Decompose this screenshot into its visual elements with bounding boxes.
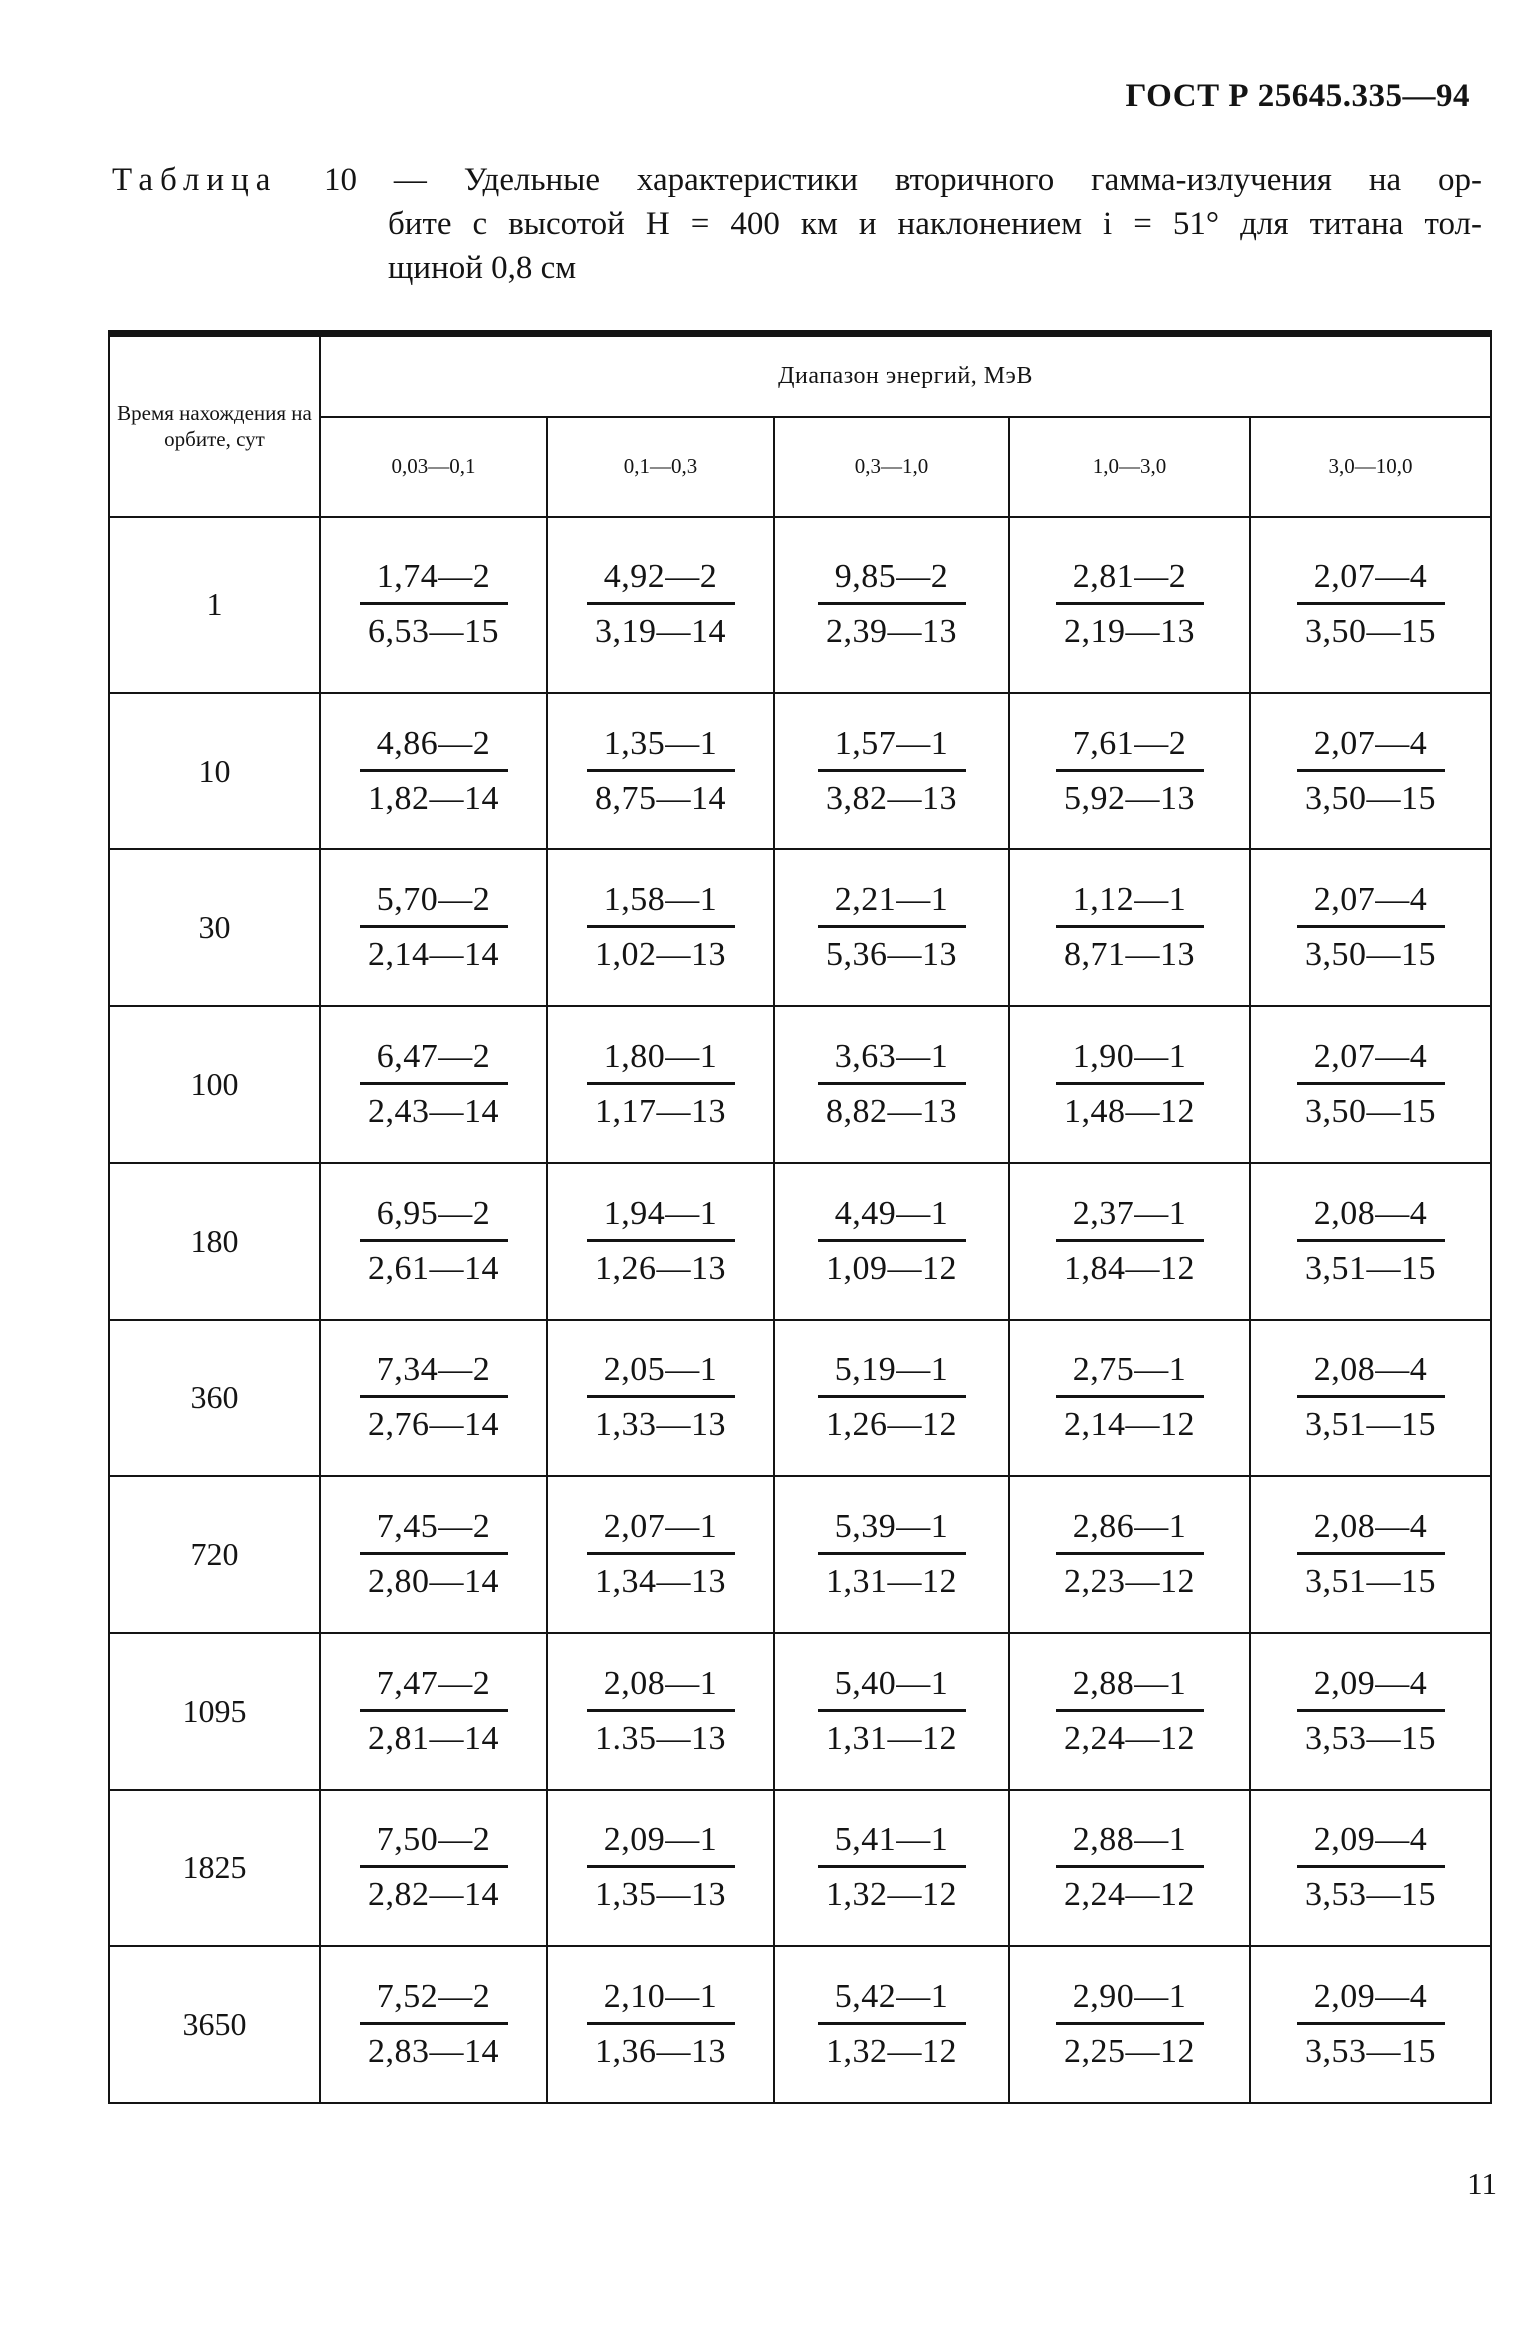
fraction-value bbox=[321, 1978, 546, 2071]
value-cell bbox=[547, 849, 774, 1006]
fraction-denominator: 1,26—12 bbox=[826, 1406, 957, 1444]
fraction-value bbox=[775, 1195, 1008, 1288]
fraction-numerator: 5,42—1 bbox=[818, 1978, 966, 2025]
value-cell bbox=[320, 517, 547, 693]
fraction-value bbox=[775, 881, 1008, 974]
fraction-numerator: 1,80—1 bbox=[587, 1038, 735, 1085]
fraction-value bbox=[1010, 881, 1249, 974]
fraction-numerator: 2,86—1 bbox=[1056, 1508, 1204, 1555]
fraction-value bbox=[775, 1038, 1008, 1131]
fraction-denominator: 3,53—15 bbox=[1305, 1876, 1436, 1914]
caption-line-1 bbox=[112, 158, 1482, 202]
value-cell bbox=[774, 517, 1009, 693]
fraction-value bbox=[321, 1195, 546, 1288]
fraction-numerator: 4,92—2 bbox=[587, 558, 735, 605]
fraction-value bbox=[548, 1821, 773, 1914]
fraction-numerator: 2,81—2 bbox=[1056, 558, 1204, 605]
value-cell bbox=[774, 849, 1009, 1006]
value-cell bbox=[320, 1006, 547, 1163]
fraction-value bbox=[1010, 1821, 1249, 1914]
fraction-value bbox=[1251, 1351, 1490, 1444]
caption-label: Таблица bbox=[112, 162, 278, 198]
fraction-value bbox=[1251, 1195, 1490, 1288]
fraction-denominator: 8,75—14 bbox=[595, 779, 726, 817]
fraction-numerator: 2,07—4 bbox=[1297, 1038, 1445, 1085]
fraction-value bbox=[775, 725, 1008, 818]
fraction-denominator: 3,53—15 bbox=[1305, 1719, 1436, 1757]
fraction-denominator: 1,09—12 bbox=[826, 1249, 957, 1287]
fraction-denominator: 1,26—13 bbox=[595, 1249, 726, 1287]
fraction-numerator: 2,08—1 bbox=[587, 1665, 735, 1712]
value-cell bbox=[1009, 1006, 1250, 1163]
fraction-value bbox=[1251, 1038, 1490, 1131]
fraction-numerator: 5,40—1 bbox=[818, 1665, 966, 1712]
value-cell bbox=[1009, 517, 1250, 693]
value-cell bbox=[774, 1633, 1009, 1790]
days-cell: 360 bbox=[109, 1320, 320, 1477]
days-cell: 1095 bbox=[109, 1633, 320, 1790]
fraction-denominator: 2,61—14 bbox=[368, 1249, 499, 1287]
fraction-value bbox=[548, 1508, 773, 1601]
fraction-numerator: 5,41—1 bbox=[818, 1821, 966, 1868]
fraction-denominator: 2,25—12 bbox=[1064, 2033, 1195, 2071]
value-cell bbox=[547, 1163, 774, 1320]
fraction-denominator: 1,33—13 bbox=[595, 1406, 726, 1444]
energy-range-header: 0,1—0,3 bbox=[547, 417, 774, 517]
fraction-denominator: 2,23—12 bbox=[1064, 1563, 1195, 1601]
fraction-value bbox=[775, 1508, 1008, 1601]
value-cell bbox=[1009, 1946, 1250, 2103]
days-cell: 1 bbox=[109, 517, 320, 693]
fraction-denominator: 1,32—12 bbox=[826, 2033, 957, 2071]
fraction-denominator: 2,24—12 bbox=[1064, 1876, 1195, 1914]
fraction-numerator: 7,34—2 bbox=[360, 1351, 508, 1398]
table-header bbox=[109, 334, 1491, 517]
value-cell bbox=[1009, 1163, 1250, 1320]
value-cell bbox=[1250, 1476, 1491, 1633]
value-cell bbox=[547, 1790, 774, 1947]
standard-code: ГОСТ Р 25645.335—94 bbox=[1125, 78, 1470, 114]
fraction-numerator: 7,45—2 bbox=[360, 1508, 508, 1555]
fraction-value bbox=[1010, 1195, 1249, 1288]
days-cell: 720 bbox=[109, 1476, 320, 1633]
fraction-denominator: 5,92—13 bbox=[1064, 779, 1195, 817]
table-row bbox=[109, 693, 1491, 850]
fraction-value bbox=[1010, 1351, 1249, 1444]
days-cell: 3650 bbox=[109, 1946, 320, 2103]
fraction-value bbox=[321, 558, 546, 651]
fraction-value bbox=[548, 881, 773, 974]
fraction-denominator: 1,02—13 bbox=[595, 936, 726, 974]
table-row bbox=[109, 1946, 1491, 2103]
value-cell bbox=[1009, 1320, 1250, 1477]
fraction-numerator: 2,09—1 bbox=[587, 1821, 735, 1868]
fraction-value bbox=[321, 1821, 546, 1914]
page-number: 11 bbox=[1467, 2166, 1497, 2201]
value-cell bbox=[1250, 1163, 1491, 1320]
value-cell bbox=[774, 1790, 1009, 1947]
fraction-numerator: 2,05—1 bbox=[587, 1351, 735, 1398]
fraction-denominator: 2,24—12 bbox=[1064, 1719, 1195, 1757]
fraction-value bbox=[775, 1821, 1008, 1914]
value-cell bbox=[774, 1006, 1009, 1163]
fraction-numerator: 5,39—1 bbox=[818, 1508, 966, 1555]
table-row bbox=[109, 1790, 1491, 1947]
value-cell bbox=[774, 1476, 1009, 1633]
value-cell bbox=[320, 1476, 547, 1633]
value-cell bbox=[1009, 1476, 1250, 1633]
fraction-value bbox=[548, 1195, 773, 1288]
fraction-denominator: 3,50—15 bbox=[1305, 613, 1436, 651]
fraction-value bbox=[775, 1978, 1008, 2071]
table-body bbox=[109, 517, 1491, 2104]
fraction-numerator: 2,37—1 bbox=[1056, 1195, 1204, 1242]
fraction-value bbox=[1251, 558, 1490, 651]
fraction-value bbox=[1251, 1978, 1490, 2071]
fraction-denominator: 3,50—15 bbox=[1305, 779, 1436, 817]
fraction-value bbox=[1010, 1038, 1249, 1131]
fraction-numerator: 2,07—4 bbox=[1297, 558, 1445, 605]
fraction-denominator: 3,50—15 bbox=[1305, 936, 1436, 974]
value-cell bbox=[1250, 1633, 1491, 1790]
fraction-numerator: 6,95—2 bbox=[360, 1195, 508, 1242]
fraction-numerator: 7,47—2 bbox=[360, 1665, 508, 1712]
fraction-value bbox=[1010, 1978, 1249, 2071]
value-cell bbox=[1250, 1790, 1491, 1947]
value-cell bbox=[1009, 1790, 1250, 1947]
fraction-denominator: 3,19—14 bbox=[595, 613, 726, 651]
fraction-denominator: 2,80—14 bbox=[368, 1563, 499, 1601]
fraction-denominator: 5,36—13 bbox=[826, 936, 957, 974]
fraction-numerator: 2,07—4 bbox=[1297, 881, 1445, 928]
days-column-header: Время нахождения на орбите, сут bbox=[109, 334, 320, 517]
days-cell: 10 bbox=[109, 693, 320, 850]
fraction-numerator: 4,86—2 bbox=[360, 725, 508, 772]
value-cell bbox=[547, 693, 774, 850]
fraction-denominator: 1,31—12 bbox=[826, 1563, 957, 1601]
fraction-value bbox=[1251, 1821, 1490, 1914]
fraction-value bbox=[548, 1351, 773, 1444]
energy-range-header: 3,0—10,0 bbox=[1250, 417, 1491, 517]
value-cell bbox=[320, 1946, 547, 2103]
table-row bbox=[109, 1476, 1491, 1633]
fraction-numerator: 5,19—1 bbox=[818, 1351, 966, 1398]
fraction-denominator: 2,82—14 bbox=[368, 1876, 499, 1914]
fraction-numerator: 2,88—1 bbox=[1056, 1665, 1204, 1712]
fraction-numerator: 9,85—2 bbox=[818, 558, 966, 605]
fraction-value bbox=[321, 1351, 546, 1444]
value-cell bbox=[774, 1946, 1009, 2103]
fraction-value bbox=[1251, 725, 1490, 818]
days-cell: 100 bbox=[109, 1006, 320, 1163]
value-cell bbox=[1009, 1633, 1250, 1790]
fraction-numerator: 1,12—1 bbox=[1056, 881, 1204, 928]
value-cell bbox=[1009, 849, 1250, 1006]
fraction-denominator: 1,36—13 bbox=[595, 2033, 726, 2071]
table-row bbox=[109, 1163, 1491, 1320]
value-cell bbox=[1250, 1320, 1491, 1477]
fraction-value bbox=[321, 725, 546, 818]
value-cell bbox=[547, 1633, 774, 1790]
fraction-denominator: 1,48—12 bbox=[1064, 1092, 1195, 1130]
fraction-numerator: 1,90—1 bbox=[1056, 1038, 1204, 1085]
fraction-numerator: 2,07—1 bbox=[587, 1508, 735, 1555]
energy-range-header: 0,03—0,1 bbox=[320, 417, 547, 517]
fraction-denominator: 3,51—15 bbox=[1305, 1249, 1436, 1287]
fraction-numerator: 1,35—1 bbox=[587, 725, 735, 772]
fraction-denominator: 1,17—13 bbox=[595, 1092, 726, 1130]
value-cell bbox=[1009, 693, 1250, 850]
value-cell bbox=[1250, 693, 1491, 850]
fraction-denominator: 2,14—14 bbox=[368, 936, 499, 974]
table-row bbox=[109, 1006, 1491, 1163]
fraction-numerator: 1,57—1 bbox=[818, 725, 966, 772]
value-cell bbox=[774, 1320, 1009, 1477]
fraction-numerator: 2,10—1 bbox=[587, 1978, 735, 2025]
fraction-denominator: 2,14—12 bbox=[1064, 1406, 1195, 1444]
value-cell bbox=[320, 1790, 547, 1947]
gamma-radiation-table bbox=[108, 330, 1492, 2104]
fraction-value bbox=[548, 558, 773, 651]
fraction-denominator: 2,39—13 bbox=[826, 613, 957, 651]
fraction-numerator: 1,74—2 bbox=[360, 558, 508, 605]
value-cell bbox=[547, 1946, 774, 2103]
fraction-numerator: 2,08—4 bbox=[1297, 1508, 1445, 1555]
fraction-numerator: 2,07—4 bbox=[1297, 725, 1445, 772]
caption-line-3: щиной 0,8 см bbox=[388, 250, 577, 286]
fraction-value bbox=[321, 1038, 546, 1131]
table-row bbox=[109, 849, 1491, 1006]
value-cell bbox=[320, 1320, 547, 1477]
value-cell bbox=[320, 1633, 547, 1790]
value-cell bbox=[1250, 1006, 1491, 1163]
value-cell bbox=[547, 517, 774, 693]
fraction-value bbox=[321, 1665, 546, 1758]
days-cell: 180 bbox=[109, 1163, 320, 1320]
fraction-denominator: 8,82—13 bbox=[826, 1092, 957, 1130]
value-cell bbox=[320, 1163, 547, 1320]
fraction-numerator: 2,90—1 bbox=[1056, 1978, 1204, 2025]
fraction-numerator: 2,08—4 bbox=[1297, 1351, 1445, 1398]
fraction-numerator: 4,49—1 bbox=[818, 1195, 966, 1242]
fraction-value bbox=[1251, 1665, 1490, 1758]
fraction-numerator: 2,75—1 bbox=[1056, 1351, 1204, 1398]
fraction-denominator: 1.35—13 bbox=[595, 1719, 726, 1757]
value-cell bbox=[774, 1163, 1009, 1320]
fraction-numerator: 1,58—1 bbox=[587, 881, 735, 928]
value-cell bbox=[320, 849, 547, 1006]
fraction-denominator: 3,51—15 bbox=[1305, 1563, 1436, 1601]
fraction-value bbox=[775, 558, 1008, 651]
fraction-denominator: 1,84—12 bbox=[1064, 1249, 1195, 1287]
fraction-value bbox=[1010, 1508, 1249, 1601]
value-cell bbox=[320, 693, 547, 850]
fraction-value bbox=[1010, 725, 1249, 818]
fraction-denominator: 2,19—13 bbox=[1064, 613, 1195, 651]
fraction-value bbox=[775, 1665, 1008, 1758]
fraction-denominator: 2,76—14 bbox=[368, 1406, 499, 1444]
value-cell bbox=[547, 1006, 774, 1163]
fraction-value bbox=[1010, 1665, 1249, 1758]
fraction-numerator: 6,47—2 bbox=[360, 1038, 508, 1085]
fraction-denominator: 1,35—13 bbox=[595, 1876, 726, 1914]
fraction-numerator: 3,63—1 bbox=[818, 1038, 966, 1085]
fraction-denominator: 3,51—15 bbox=[1305, 1406, 1436, 1444]
fraction-denominator: 2,81—14 bbox=[368, 1719, 499, 1757]
fraction-numerator: 5,70—2 bbox=[360, 881, 508, 928]
caption-number: 10 bbox=[324, 162, 357, 198]
energy-range-group-header: Диапазон энергий, МэВ bbox=[320, 334, 1491, 417]
fraction-numerator: 2,21—1 bbox=[818, 881, 966, 928]
fraction-value bbox=[1010, 558, 1249, 651]
energy-range-header: 1,0—3,0 bbox=[1009, 417, 1250, 517]
caption-text-1: — Удельные характеристики вторичного гамма-излучения на ор- bbox=[393, 162, 1483, 198]
table-row bbox=[109, 1633, 1491, 1790]
days-cell: 30 bbox=[109, 849, 320, 1006]
fraction-value bbox=[548, 1665, 773, 1758]
fraction-numerator: 1,94—1 bbox=[587, 1195, 735, 1242]
fraction-denominator: 8,71—13 bbox=[1064, 936, 1195, 974]
fraction-value bbox=[775, 1351, 1008, 1444]
table-caption bbox=[112, 158, 1482, 290]
fraction-value bbox=[321, 881, 546, 974]
fraction-denominator: 2,43—14 bbox=[368, 1092, 499, 1130]
fraction-denominator: 3,82—13 bbox=[826, 779, 957, 817]
value-cell bbox=[1250, 1946, 1491, 2103]
fraction-denominator: 3,50—15 bbox=[1305, 1092, 1436, 1130]
value-cell bbox=[547, 1476, 774, 1633]
caption-line-2: бите с высотой H = 400 км и наклонением i = 51° для титана тол- bbox=[388, 206, 1482, 242]
fraction-numerator: 7,61—2 bbox=[1056, 725, 1204, 772]
fraction-denominator: 1,82—14 bbox=[368, 779, 499, 817]
value-cell bbox=[1250, 517, 1491, 693]
table-row bbox=[109, 1320, 1491, 1477]
fraction-numerator: 2,09—4 bbox=[1297, 1978, 1445, 2025]
fraction-denominator: 1,34—13 bbox=[595, 1563, 726, 1601]
fraction-denominator: 2,83—14 bbox=[368, 2033, 499, 2071]
fraction-denominator: 3,53—15 bbox=[1305, 2033, 1436, 2071]
value-cell bbox=[774, 693, 1009, 850]
energy-range-header: 0,3—1,0 bbox=[774, 417, 1009, 517]
fraction-denominator: 6,53—15 bbox=[368, 613, 499, 651]
fraction-numerator: 2,09—4 bbox=[1297, 1821, 1445, 1868]
fraction-numerator: 2,08—4 bbox=[1297, 1195, 1445, 1242]
value-cell bbox=[547, 1320, 774, 1477]
fraction-value bbox=[548, 1038, 773, 1131]
fraction-numerator: 2,09—4 bbox=[1297, 1665, 1445, 1712]
value-cell bbox=[1250, 849, 1491, 1006]
fraction-numerator: 2,88—1 bbox=[1056, 1821, 1204, 1868]
fraction-denominator: 1,32—12 bbox=[826, 1876, 957, 1914]
fraction-value bbox=[548, 725, 773, 818]
fraction-denominator: 1,31—12 bbox=[826, 1719, 957, 1757]
fraction-value bbox=[548, 1978, 773, 2071]
table-row bbox=[109, 517, 1491, 693]
fraction-value bbox=[1251, 1508, 1490, 1601]
fraction-numerator: 7,52—2 bbox=[360, 1978, 508, 2025]
days-cell: 1825 bbox=[109, 1790, 320, 1947]
fraction-numerator: 7,50—2 bbox=[360, 1821, 508, 1868]
fraction-value bbox=[321, 1508, 546, 1601]
fraction-value bbox=[1251, 881, 1490, 974]
